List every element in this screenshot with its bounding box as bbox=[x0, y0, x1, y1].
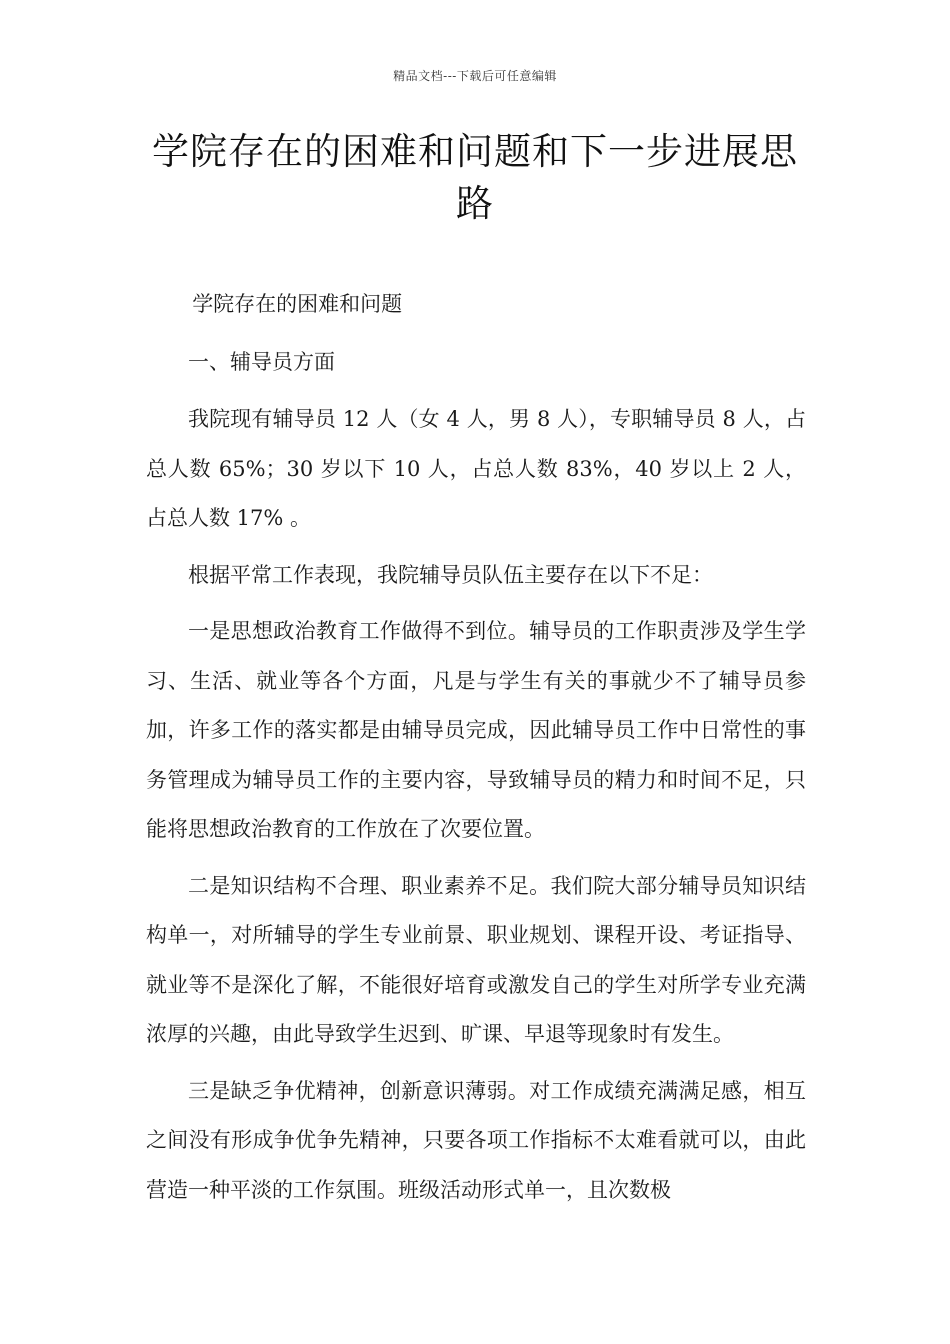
paragraph-point-three: 三是缺乏争优精神，创新意识薄弱。对工作成绩充满满足感，相互之间没有形成争优争先精神，只要各项工作指标不太难看就可以，由此营造一种平淡的工作氛围。班级活动形式单一，且次数极 bbox=[146, 1078, 806, 1202]
section-heading: 学院存在的困难和问题 bbox=[192, 292, 403, 316]
paragraph-shortcomings-intro: 根据平常工作表现，我院辅导员队伍主要存在以下不足： bbox=[188, 562, 713, 587]
paragraph-point-two: 二是知识结构不合理、职业素养不足。我们院大部分辅导员知识结构单一，对所辅导的学生专业前景、职业规划、课程开设、考证指导、就业等不是深化了解，不能很好培育或激发自己的学生对所学专业充满浓厚的兴趣，由此导致学生迟到、旷课、早退等现象时有发生。 bbox=[146, 873, 806, 1046]
paragraph-point-one: 一是思想政治教育工作做得不到位。辅导员的工作职责涉及学生学习、生活、就业等各个方面，凡是与学生有关的事就少不了辅导员参加，许多工作的落实都是由辅导员完成，因此辅导员工作中日常性的事务管理成为辅导员工作的主要内容，导致辅导员的精力和时间不足，只能将思想政治教育的工作放在了次要位置。 bbox=[146, 619, 806, 841]
header-note: 精品文档---下载后可任意编辑 bbox=[393, 69, 557, 83]
paragraph-staff-statistics: 我院现有辅导员 12 人（女 4 人，男 8 人），专职辅导员 8 人，占总人数 65%；30 岁以下 10 人，占总人数 83%，40 岁以上 2 人，占总人数 17% 。 bbox=[146, 407, 806, 530]
document-title: 学院存在的困难和问题和下一步进展思路 bbox=[152, 130, 798, 225]
document-body bbox=[146, 280, 806, 1222]
subsection-heading: 一、辅导员方面 bbox=[188, 349, 335, 374]
